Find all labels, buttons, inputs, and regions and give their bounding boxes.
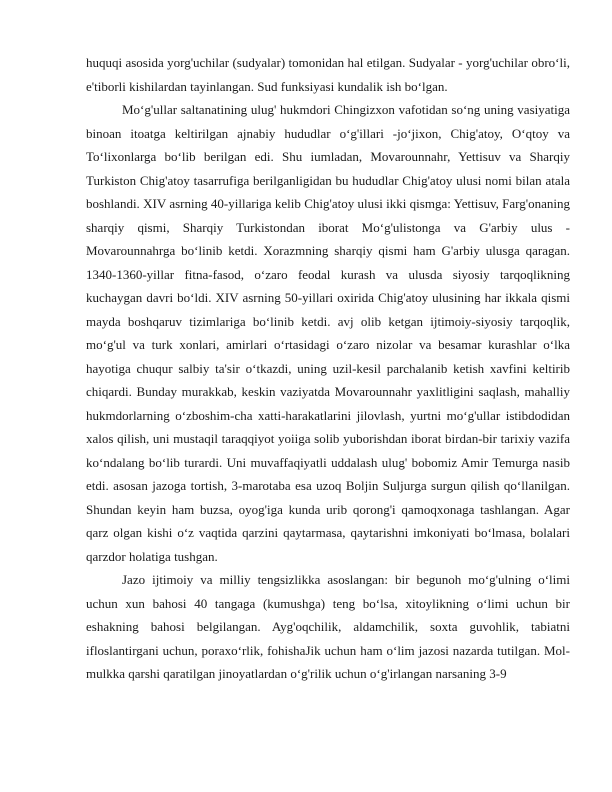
paragraph-2: Mo‘g'ullar saltanatining ulug' hukmdori Chingizxon vafotidan so‘ng uning vasiyatiga binoan itoatga keltirilgan ajnabiy hududlar o‘g'illari -jo‘jixon, Chig'atoy, O‘qtoy va To‘lixonlarga bo‘lib berilgan edi. Shu iumladan, Movarounnahr, Yettisuv va Sharqiy Turkiston Chig'atoy tasarrufiga berilganligidan bu hududlar Chig'atoy ulusi nomi bilan atala boshlandi. XIV asrning 40-yillariga kelib Chig'atoy ulusi ikki qismga: Yettisuv, Farg'onaning sharqiy qismi, Sharqiy Turkistondan iborat Mo‘g'ulistonga va G'arbiy ulus - Movarounnahrga bo‘linib ketdi. Xorazmning sharqiy qismi ham G'arbiy ulusga qaragan. 1340-1360-yillar fitna-fasod, o‘zaro feodal kurash va ulusda siyosiy tarqoqlikning kuchaygan davri bo‘ldi. XIV asrning 50-yillari oxirida Chig'atoy ulusining har ikkala qismi mayda boshqaruv tizimlariga bo‘linib ketdi. avj olib ketgan ijtimoiy-siyosiy tarqoqlik, mo‘g'ul va turk xonlari, amirlari o‘rtasidagi o‘zaro nizolar va besamar kurashlar o‘lka hayotiga chuqur salbiy ta'sir o‘tkazdi, uning uzil-kesil parchalanib ketish xavfini keltirib chiqardi. Bunday murakkab, keskin vaziyatda Movarounnahr yaxlitligini saqlash, mahalliy hukmdorlarning o‘zboshim-cha xatti-harakatlarini jilovlash, yurtni mo‘g'ullar istibdodidan xalos qilish, uni mustaqil taraqqiyot yoiiga solib yuborishdan iborat birdan-bir tarixiy vazifa ko‘ndalang bo‘lib turardi. Uni muvaffaqiyatli uddalash ulug' bobomiz Amir Temurga nasib etdi. asosan jazoga tortish, 3-marotaba esa uzoq Boljin Suljurga surgun qilish qo‘llanilgan. Shundan keyin ham buzsa, oyog'iga kunda urib qorong'i qamoqxonaga tashlangan. Agar qarz olgan kishi o‘z vaqtida qarzini qaytarmasa, qaytarishni imkoniyati bo‘lmasa, bolalari qarzdor holatiga tushgan.: [86, 102, 570, 564]
paragraph-3: Jazo ijtimoiy va milliy tengsizlikka asoslangan: bir begunoh mo‘g'ulning o‘limi uchun xun bahosi 40 tangaga (kumushga) teng bo‘lsa, xitoylikning o‘limi uchun bir eshakning bahosi belgilangan. Ayg'oqchilik, aldamchilik, soxta guvohlik, tabiatni ifloslantirgani uchun, poraxo‘rlik, fohishaJik uchun ham o‘lim jazosi nazarda tutilgan. Mol-mulkka qarshi qaratilgan jinoyatlardan o‘g'rilik uchun o‘g'irlangan narsaning 3-9: [86, 572, 570, 681]
document-body: [86, 51, 570, 686]
paragraph-1: huquqi asosida yorg'uchilar (sudyalar) tomonidan hal etilgan. Sudyalar - yorg'uchilar obro‘li, e'tiborli kishilardan tayinlangan. Sud funksiyasi kundalik ish bo‘lgan.: [86, 55, 570, 94]
